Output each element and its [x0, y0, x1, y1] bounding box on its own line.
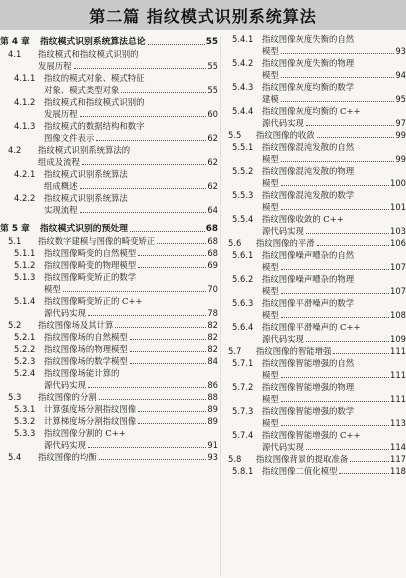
toc-entry-number: 5.5.4	[232, 214, 254, 224]
dot-leader	[306, 449, 389, 450]
dot-leader	[157, 243, 206, 244]
toc-sub-entry[interactable]	[222, 105, 406, 129]
toc-entry-title: 指纹图像背景的提取准备	[256, 454, 349, 464]
toc-entry-title: 指纹模式和指纹模式识别的	[38, 49, 139, 59]
toc-entry-title: 模型	[262, 178, 279, 188]
toc-entry-number: 5.7.3	[232, 406, 254, 416]
toc-section-entry[interactable]	[0, 235, 218, 247]
toc-sub-entry[interactable]	[222, 381, 406, 405]
toc-page-number: 103	[390, 226, 406, 236]
toc-page-number: 64	[207, 205, 218, 215]
toc-entry-title: 指纹图像灰度均衡的 C++	[262, 106, 361, 116]
toc-entry-title: 指纹图像混沌发散的自然	[262, 142, 355, 152]
dot-leader	[317, 137, 395, 138]
toc-entry-number: 5.1.3	[14, 272, 36, 282]
toc-page-number: 106	[390, 238, 406, 248]
toc-entry-title: 指纹模式识别系统算法的	[38, 145, 131, 155]
toc-entry-number: 5.4	[8, 452, 22, 462]
toc-entry-title: 指纹图像分割的 C++	[44, 428, 126, 438]
toc-section-entry[interactable]	[0, 48, 218, 72]
toc-entry-title: 源代码实现	[44, 308, 86, 318]
toc-page-number: 111	[390, 370, 406, 380]
dot-leader	[281, 185, 389, 186]
toc-entry-number: 5.6	[228, 238, 242, 248]
toc-entry-title: 指纹图像灰度失衡的物理	[262, 58, 355, 68]
toc-entry-title: 指纹图像二值化模型	[262, 466, 338, 476]
toc-page-number: 62	[207, 157, 218, 167]
toc-entry-title: 指纹图像混沌发散的物理	[262, 166, 355, 176]
toc-entry-number: 5.3.1	[14, 404, 36, 414]
dot-leader	[115, 327, 206, 328]
toc-entry-title: 指纹图像智能增强的物理	[262, 382, 355, 392]
toc-entry-number: 5.4.3	[232, 82, 254, 92]
toc-entry-title: 模型	[44, 284, 61, 294]
toc-entry-title: 图像文件表示	[44, 133, 95, 143]
toc-entry-number: 5.8	[228, 454, 242, 464]
toc-entry-title: 模型	[262, 418, 279, 428]
dot-leader	[82, 164, 206, 165]
dot-leader	[63, 291, 207, 292]
toc-sub-entry[interactable]	[222, 141, 406, 165]
toc-entry-title: 模型	[262, 70, 279, 80]
dot-leader	[121, 92, 206, 93]
toc-sub-entry[interactable]	[222, 213, 406, 237]
dot-leader	[138, 267, 206, 268]
toc-entry-number: 4.1	[8, 49, 22, 59]
toc-entry-title: 指纹模式识别的预处理	[40, 224, 128, 234]
toc-entry-title: 发展历程	[38, 61, 72, 71]
toc-sub-entry[interactable]	[0, 168, 218, 192]
dot-leader	[99, 459, 207, 460]
toc-entry-title: 源代码实现	[262, 118, 304, 128]
dot-leader	[281, 269, 389, 270]
toc-entry-title: 指纹图像场及其计算	[38, 320, 114, 330]
dot-leader	[350, 461, 389, 462]
toc-entry-title: 计算强度场分割指纹图像	[44, 404, 137, 414]
toc-page-number: 55	[207, 61, 218, 71]
toc-entry-title: 模型	[262, 202, 279, 212]
toc-entry-title: 指纹图像智能增强的 C++	[262, 430, 361, 440]
dot-leader	[88, 447, 206, 448]
dot-leader	[281, 77, 395, 78]
dot-leader	[138, 255, 206, 256]
toc-sub-entry[interactable]	[222, 297, 406, 321]
toc-page-number: 68	[207, 248, 218, 258]
dot-leader	[333, 353, 389, 354]
toc-page-number: 82	[207, 320, 218, 330]
toc-section-entry[interactable]	[0, 451, 218, 463]
toc-entry-title: 模型	[262, 46, 279, 56]
toc-page-number: 70	[207, 284, 218, 294]
toc-sub-entry[interactable]	[222, 249, 406, 273]
toc-sub-entry[interactable]	[0, 295, 218, 319]
toc-entry-number: 5.5	[228, 130, 242, 140]
toc-sub-entry[interactable]	[222, 57, 406, 81]
toc-entry-title: 源代码实现	[44, 380, 86, 390]
dot-leader	[281, 377, 389, 378]
toc-sub-entry[interactable]	[222, 429, 406, 453]
toc-entry-title: 源代码实现	[44, 440, 86, 450]
dot-leader	[80, 116, 207, 117]
toc-page-number: 82	[207, 332, 218, 342]
toc-page-number: 55	[205, 37, 218, 47]
toc-sub-entry[interactable]	[222, 405, 406, 429]
toc-page-number: 69	[207, 260, 218, 270]
toc-entry-number: 5.1.2	[14, 260, 36, 270]
toc-entry-number: 4.2	[8, 145, 22, 155]
toc-entry-number: 5.5.1	[232, 142, 254, 152]
toc-entry-number: 5.8.1	[232, 466, 254, 476]
dot-leader	[138, 423, 206, 424]
toc-entry-title: 指纹模式识别系统算法	[44, 169, 128, 179]
toc-section-entry[interactable]	[0, 319, 218, 331]
toc-entry-number: 5.4.2	[232, 58, 254, 68]
toc-entry-title: 指纹图像噪声嘈杂的自然	[262, 250, 355, 260]
dot-leader	[317, 245, 389, 246]
toc-entry-number: 5.7.4	[232, 430, 254, 440]
toc-entry-title: 对象、模式类型对象	[44, 85, 120, 95]
toc-entry-title: 指纹图像收敛的 C++	[262, 214, 344, 224]
toc-page-number: 60	[207, 109, 218, 119]
toc-page-number: 95	[395, 94, 406, 104]
toc-entry-title: 指纹图像灰度失衡的自然	[262, 34, 355, 44]
toc-page-number: 118	[390, 466, 406, 476]
toc-sub-entry[interactable]	[0, 427, 218, 451]
toc-entry-title: 指纹图像灰度均衡的数学	[262, 82, 355, 92]
toc-entry-title: 源代码实现	[262, 334, 304, 344]
toc-entry-number: 5.1.4	[14, 296, 36, 306]
toc-column-left	[0, 33, 218, 463]
toc-page-number: 93	[207, 452, 218, 462]
dot-leader	[99, 399, 207, 400]
toc-entry-title: 源代码实现	[262, 226, 304, 236]
toc-entry-title: 建模	[262, 94, 279, 104]
toc-sub-entry[interactable]	[0, 259, 218, 271]
toc-page-number: 97	[395, 118, 406, 128]
toc-entry-number: 5.1.1	[14, 248, 36, 258]
toc-entry-number: 4.2.2	[14, 193, 36, 203]
toc-entry-number: 5.2.4	[14, 368, 36, 378]
dot-leader	[80, 212, 207, 213]
toc-page-number: 109	[390, 334, 406, 344]
dot-leader	[281, 401, 389, 402]
toc-section-entry[interactable]	[0, 144, 218, 168]
toc-sub-entry[interactable]	[0, 415, 218, 427]
toc-sub-entry[interactable]	[222, 357, 406, 381]
toc-entry-title: 指纹图像畸变矫正的 C++	[44, 296, 143, 306]
part-title: 第二篇 指纹模式识别系统算法	[89, 6, 317, 26]
toc-entry-number: 4.1.1	[14, 73, 36, 83]
toc-entry-number: 5.4.1	[232, 34, 254, 44]
toc-page-number: 107	[390, 286, 406, 296]
dot-leader	[74, 68, 207, 69]
toc-entry-title: 实现流程	[44, 205, 78, 215]
part-banner	[0, 0, 406, 30]
dot-leader	[281, 53, 395, 54]
toc-entry-number: 5.7.2	[232, 382, 254, 392]
toc-column-right	[222, 33, 406, 477]
toc-sub-entry[interactable]	[222, 165, 406, 189]
toc-entry-number: 5.5.2	[232, 166, 254, 176]
toc-sub-entry[interactable]	[0, 96, 218, 120]
toc-sub-entry[interactable]	[222, 273, 406, 297]
toc-sub-entry[interactable]	[0, 403, 218, 415]
toc-sub-entry[interactable]	[222, 465, 406, 477]
toc-sub-entry[interactable]	[222, 33, 406, 57]
toc-page-number: 111	[390, 394, 406, 404]
dot-leader	[281, 317, 389, 318]
toc-entry-title: 指纹图像场能计算的	[44, 368, 120, 378]
toc-page-number: 84	[207, 356, 218, 366]
dot-leader	[148, 44, 205, 45]
toc-entry-title: 计算梯度场分割指纹图像	[44, 416, 137, 426]
dot-leader	[96, 140, 206, 141]
toc-entry-number: 5.6.3	[232, 298, 254, 308]
toc-entry-title: 模型	[262, 262, 279, 272]
toc-sub-entry[interactable]	[0, 72, 218, 96]
toc-entry-number: 4.2.1	[14, 169, 36, 179]
toc-sub-entry[interactable]	[0, 367, 218, 391]
toc-page-number: 89	[207, 416, 218, 426]
toc-page-number: 111	[390, 346, 406, 356]
toc-entry-title: 指纹模式识别系统算法	[44, 193, 128, 203]
dot-leader	[281, 425, 389, 426]
toc-page-number: 62	[207, 181, 218, 191]
toc-section-entry[interactable]	[222, 129, 406, 141]
toc-entry-title: 指纹图像噪声嘈杂的物理	[262, 274, 355, 284]
toc-entry-title: 指纹图像场的数学模型	[44, 356, 128, 366]
toc-entry-title: 指纹图像畸变矫正的数学	[44, 272, 137, 282]
toc-entry-title: 指纹图像的均衡	[38, 452, 97, 462]
dot-leader	[281, 101, 395, 102]
toc-sub-entry[interactable]	[0, 271, 218, 295]
toc-page-number: 107	[390, 262, 406, 272]
toc-entry-title: 指纹图像平滑噪声的数学	[262, 298, 355, 308]
toc-page-number: 114	[390, 442, 406, 452]
toc-entry-number: 第 4 章	[0, 37, 30, 47]
dot-leader	[88, 387, 206, 388]
dot-leader	[306, 125, 394, 126]
toc-entry-title: 指纹图像智能增强的数学	[262, 406, 355, 416]
toc-entry-number: 5.6.2	[232, 274, 254, 284]
toc-page-number: 86	[207, 380, 218, 390]
toc-entry-title: 指纹模式识别系统算法总论	[40, 37, 146, 47]
toc-section-entry[interactable]	[0, 391, 218, 403]
dot-leader	[80, 188, 207, 189]
toc-entry-title: 指纹图像场的物理模型	[44, 344, 128, 354]
toc-page-number: 82	[207, 344, 218, 354]
toc-page-number: 91	[207, 440, 218, 450]
toc-entry-number: 5.4.4	[232, 106, 254, 116]
toc-sub-entry[interactable]	[0, 331, 218, 343]
dot-leader	[130, 363, 207, 364]
toc-entry-number: 5.3.2	[14, 416, 36, 426]
dot-leader	[88, 315, 206, 316]
toc-section-entry[interactable]	[222, 237, 406, 249]
toc-entry-title: 指纹图像畸变的物理模型	[44, 260, 137, 270]
toc-entry-title: 指纹模式的数据结构和数字	[44, 121, 145, 131]
column-divider	[220, 36, 221, 576]
toc-entry-number: 5.6.1	[232, 250, 254, 260]
toc-section-entry[interactable]	[222, 453, 406, 465]
toc-chapter-entry[interactable]	[0, 223, 218, 235]
toc-entry-title: 指纹图像的智能增强	[256, 346, 332, 356]
toc-entry-title: 模型	[262, 154, 279, 164]
toc-entry-title: 组成概述	[44, 181, 78, 191]
toc-entry-title: 模型	[262, 394, 279, 404]
toc-page-number: 108	[390, 310, 406, 320]
toc-entry-title: 源代码实现	[262, 442, 304, 452]
toc-section-entry[interactable]	[222, 345, 406, 357]
toc-chapter-entry[interactable]	[0, 36, 218, 48]
dot-leader	[130, 339, 207, 340]
toc-entry-title: 指纹图像的分割	[38, 392, 97, 402]
toc-sub-entry[interactable]	[0, 120, 218, 144]
toc-sub-entry[interactable]	[222, 81, 406, 105]
toc-page-number: 94	[395, 70, 406, 80]
toc-sub-entry[interactable]	[0, 247, 218, 259]
toc-page-number: 101	[390, 202, 406, 212]
dot-leader	[281, 161, 395, 162]
dot-leader	[130, 351, 207, 352]
toc-page-number: 89	[207, 404, 218, 414]
toc-entry-title: 指纹图像畸变的自然模型	[44, 248, 137, 258]
toc-sub-entry[interactable]	[222, 321, 406, 345]
dot-leader	[339, 473, 389, 474]
toc-entry-title: 指纹图像的收敛	[256, 130, 315, 140]
toc-entry-number: 5.2.2	[14, 344, 36, 354]
toc-entry-number: 第 5 章	[0, 224, 30, 234]
toc-entry-number: 5.1	[8, 236, 22, 246]
toc-entry-title: 模型	[262, 310, 279, 320]
toc-entry-title: 指纹图像混沌发散的数学	[262, 190, 355, 200]
toc-page-number: 100	[390, 178, 406, 188]
toc-sub-entry[interactable]	[0, 343, 218, 355]
toc-sub-entry[interactable]	[222, 189, 406, 213]
toc-entry-number: 5.2.1	[14, 332, 36, 342]
toc-entry-number: 5.2	[8, 320, 22, 330]
toc-sub-entry[interactable]	[0, 355, 218, 367]
toc-page-number: 78	[207, 308, 218, 318]
toc-page-number: 117	[390, 454, 406, 464]
toc-page-number: 93	[395, 46, 406, 56]
toc-entry-title: 指纹图像智能增强的自然	[262, 358, 355, 368]
toc-page-number: 99	[395, 154, 406, 164]
toc-entry-title: 发展历程	[44, 109, 78, 119]
toc-entry-title: 指纹图像平滑噪声的 C++	[262, 322, 361, 332]
dot-leader	[281, 209, 389, 210]
toc-page-number: 55	[207, 85, 218, 95]
toc-entry-number: 5.7.1	[232, 358, 254, 368]
toc-entry-title: 指纹图像的平滑	[256, 238, 315, 248]
toc-entry-number: 5.2.3	[14, 356, 36, 366]
dot-leader	[138, 411, 206, 412]
toc-entry-title: 指纹模式和指纹模式识别的	[44, 97, 145, 107]
toc-entry-title: 指纹的模式对象、模式特征	[44, 73, 145, 83]
toc-page-number: 113	[390, 418, 406, 428]
toc-entry-title: 模型	[262, 370, 279, 380]
toc-page-number: 88	[207, 392, 218, 402]
dot-leader	[306, 341, 389, 342]
chapter-gap	[0, 216, 218, 220]
toc-entry-number: 4.1.3	[14, 121, 36, 131]
toc-page-number: 99	[395, 130, 406, 140]
toc-entry-title: 组成及流程	[38, 157, 80, 167]
toc-entry-number: 5.3.3	[14, 428, 36, 438]
toc-entry-number: 5.6.4	[232, 322, 254, 332]
dot-leader	[306, 233, 389, 234]
toc-page-number: 62	[207, 133, 218, 143]
toc-entry-number: 5.3	[8, 392, 22, 402]
toc-page-number: 68	[205, 224, 218, 234]
dot-leader	[130, 231, 205, 232]
toc-sub-entry[interactable]	[0, 192, 218, 216]
toc-entry-number: 5.5.3	[232, 190, 254, 200]
dot-leader	[281, 293, 389, 294]
toc-entry-number: 5.7	[228, 346, 242, 356]
toc-entry-title: 指纹数字建模与图像的畸变矫正	[38, 236, 156, 246]
toc-entry-number: 4.1.2	[14, 97, 36, 107]
toc-entry-title: 模型	[262, 286, 279, 296]
toc-page-number: 68	[207, 236, 218, 246]
toc-entry-title: 指纹图像场的自然模型	[44, 332, 128, 342]
